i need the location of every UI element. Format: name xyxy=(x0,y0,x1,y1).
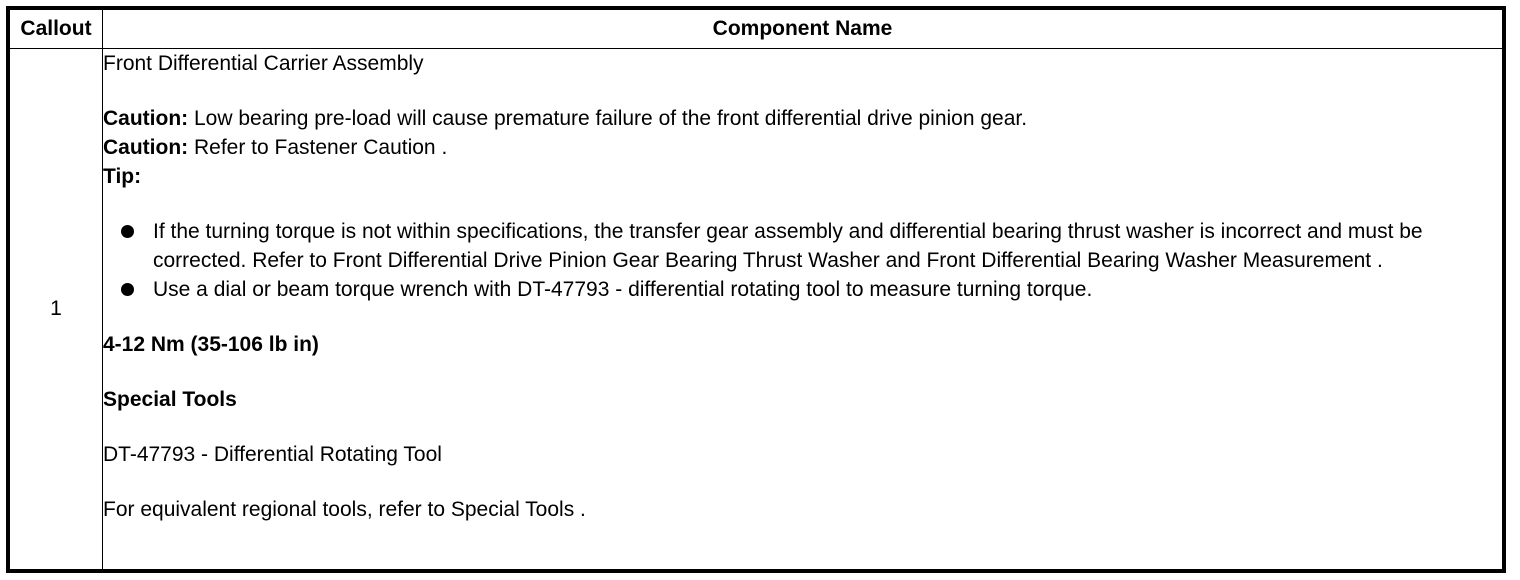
torque-spec: 4-12 Nm (35-106 lb in) xyxy=(103,333,319,356)
caution-text: Refer to Fastener Caution . xyxy=(188,136,448,159)
component-details xyxy=(103,49,1503,570)
caution-text: Low bearing pre-load will cause premature failure of the front differential drive pinion gear. xyxy=(188,107,1028,130)
caution-label: Caution: xyxy=(103,107,189,130)
caution-line-2 xyxy=(103,133,1502,162)
caution-label: Caution: xyxy=(103,136,189,159)
special-tools-heading: Special Tools xyxy=(103,388,237,411)
column-header-callout: Callout xyxy=(10,10,103,49)
tip-text: If the turning torque is not within specifications, the transfer gear assembly and differential bearing thrust washer is incorrect and must be corrected. Refer to Front Differential Drive Pinion Gear Bearing Thrust Washer and Front Differential Bearing Washer Measurement . xyxy=(153,220,1423,272)
tip-text: Use a dial or beam torque wrench with DT-47793 - differential rotating tool to measure turning torque. xyxy=(153,278,1093,301)
regional-tools-note: For equivalent regional tools, refer to Special Tools . xyxy=(103,498,586,521)
tip-label: Tip: xyxy=(103,165,142,188)
tip-item xyxy=(103,275,1502,304)
callout-number: 1 xyxy=(10,49,103,570)
tip-item xyxy=(103,217,1502,275)
caution-line-1 xyxy=(103,104,1502,133)
component-table xyxy=(9,9,1503,570)
special-tool-item: DT-47793 - Differential Rotating Tool xyxy=(103,443,442,466)
column-header-component-name: Component Name xyxy=(103,10,1503,49)
bullet-icon xyxy=(121,225,134,238)
table-header-row xyxy=(10,10,1503,49)
bullet-icon xyxy=(121,283,134,296)
table-row xyxy=(10,49,1503,570)
component-table-frame xyxy=(6,6,1506,573)
component-name: Front Differential Carrier Assembly xyxy=(103,52,424,75)
tip-list xyxy=(103,217,1502,304)
